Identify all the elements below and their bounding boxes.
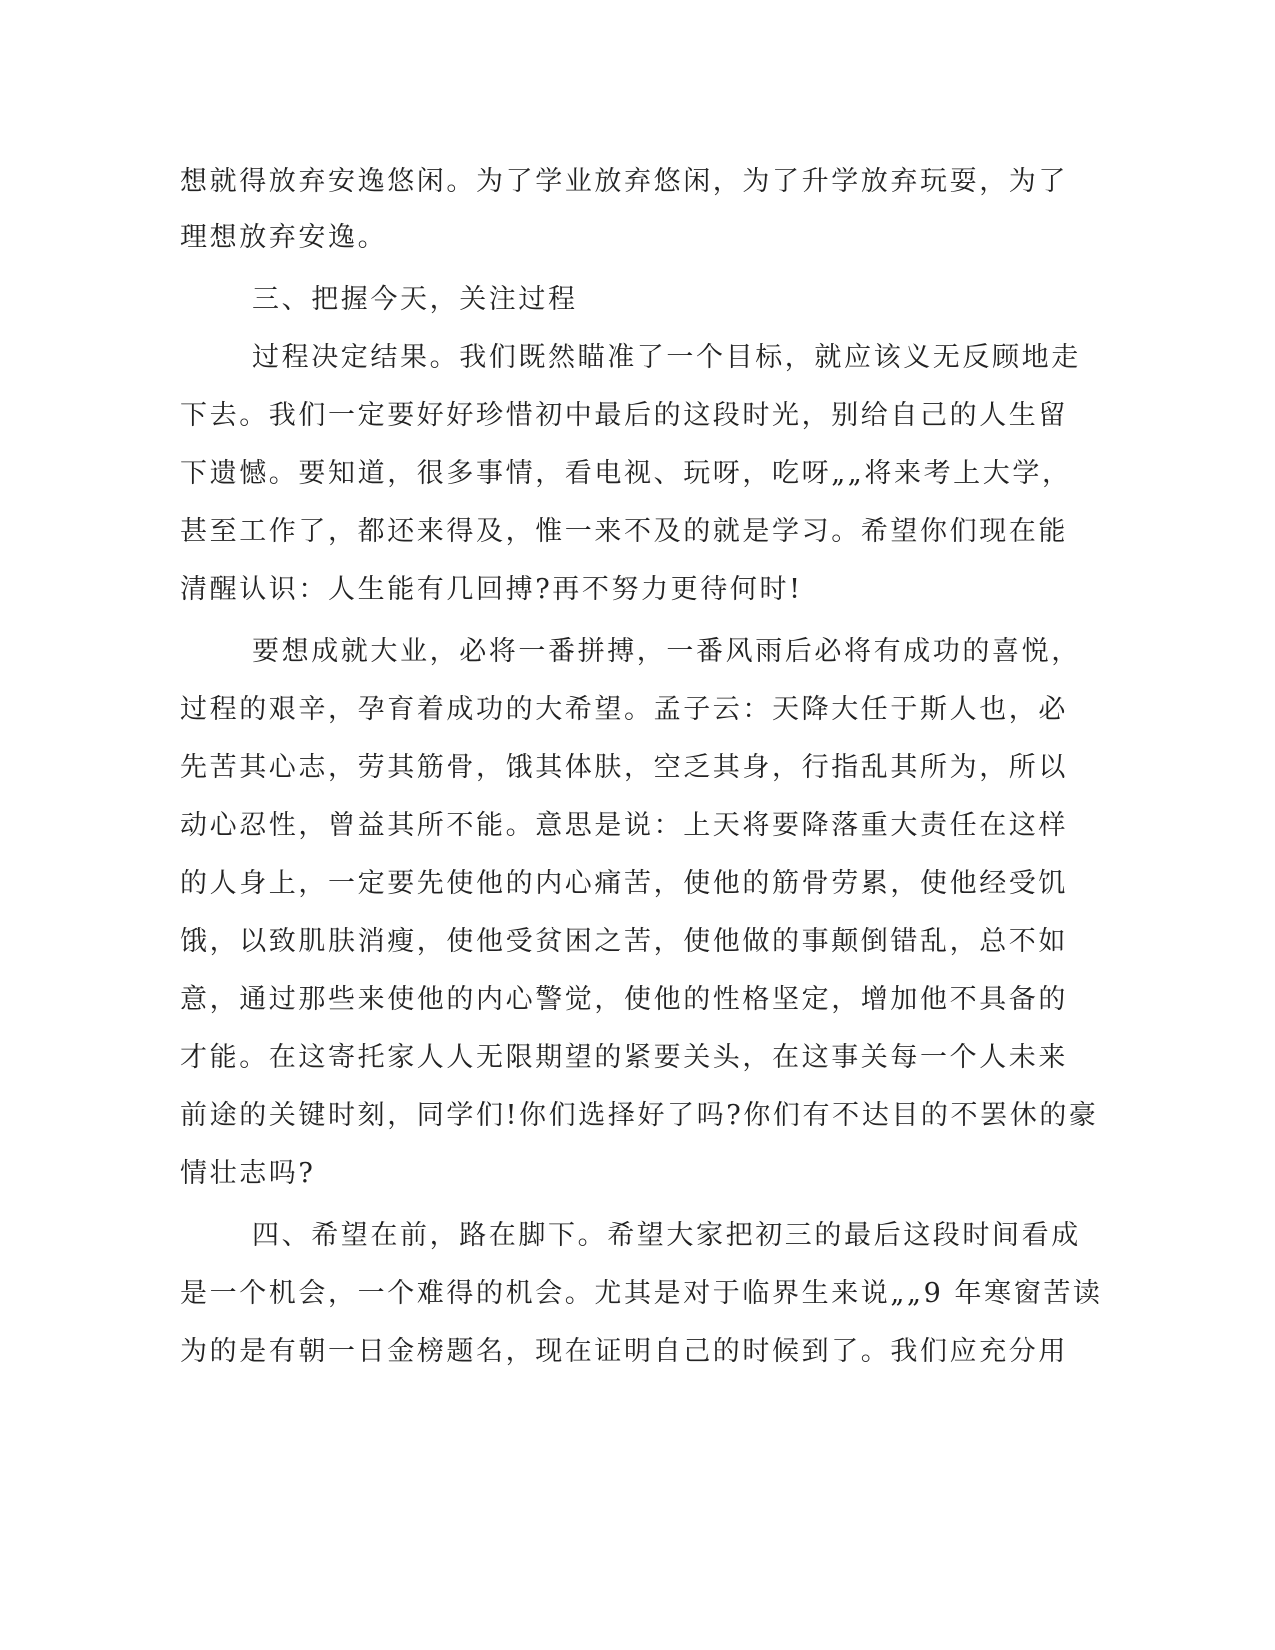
paragraph-line: 过程的艰辛，孕育着成功的大希望。孟子云：天降大任于斯人也，必: [180, 694, 1068, 725]
paragraph-line: 的人身上，一定要先使他的内心痛苦，使他的筋骨劳累，使他经受饥: [180, 868, 1068, 899]
paragraph-line: 才能。在这寄托家人人无限期望的紧要关头，在这事关每一个人未来: [180, 1042, 1068, 1073]
paragraph-line: 想就得放弃安逸悠闲。为了学业放弃悠闲，为了升学放弃玩耍，为了: [180, 166, 1068, 197]
paragraph-line: 饿，以致肌肤消瘦，使他受贫困之苦，使他做的事颠倒错乱，总不如: [180, 926, 1068, 957]
paragraph-line: 要想成就大业，必将一番拼搏，一番风雨后必将有成功的喜悦，: [252, 636, 1081, 667]
paragraph-line: 动心忍性，曾益其所不能。意思是说：上天将要降落重大责任在这样: [180, 810, 1068, 841]
paragraph-line: 是一个机会，一个难得的机会。尤其是对于临界生来说„„9 年寒窗苦读: [180, 1278, 1103, 1309]
paragraph-line: 甚至工作了，都还来得及，惟一来不及的就是学习。希望你们现在能: [180, 516, 1068, 547]
paragraph-line: 下去。我们一定要好好珍惜初中最后的这段时光，别给自己的人生留: [180, 400, 1068, 431]
paragraph-line: 意，通过那些来使他的内心警觉，使他的性格坚定，增加他不具备的: [180, 984, 1068, 1015]
paragraph-line: 四、希望在前，路在脚下。希望大家把初三的最后这段时间看成: [252, 1220, 1081, 1251]
paragraph-line: 前途的关键时刻，同学们!你们选择好了吗?你们有不达目的不罢休的豪: [180, 1100, 1099, 1131]
paragraph-line: 下遗憾。要知道，很多事情，看电视、玩呀，吃呀„„将来考上大学，: [180, 458, 1072, 489]
paragraph-line: 清醒认识：人生能有几回搏?再不努力更待何时!: [180, 574, 803, 605]
paragraph-line: 过程决定结果。我们既然瞄准了一个目标，就应该义无反顾地走: [252, 342, 1081, 373]
paragraph-line: 理想放弃安逸。: [180, 222, 388, 253]
paragraph-line: 先苦其心志，劳其筋骨，饿其体肤，空乏其身，行指乱其所为，所以: [180, 752, 1068, 783]
paragraph-line: 为的是有朝一日金榜题名，现在证明自己的时候到了。我们应充分用: [180, 1336, 1068, 1367]
section-heading: 三、把握今天，关注过程: [252, 284, 578, 315]
paragraph-line: 情壮志吗?: [180, 1158, 316, 1189]
